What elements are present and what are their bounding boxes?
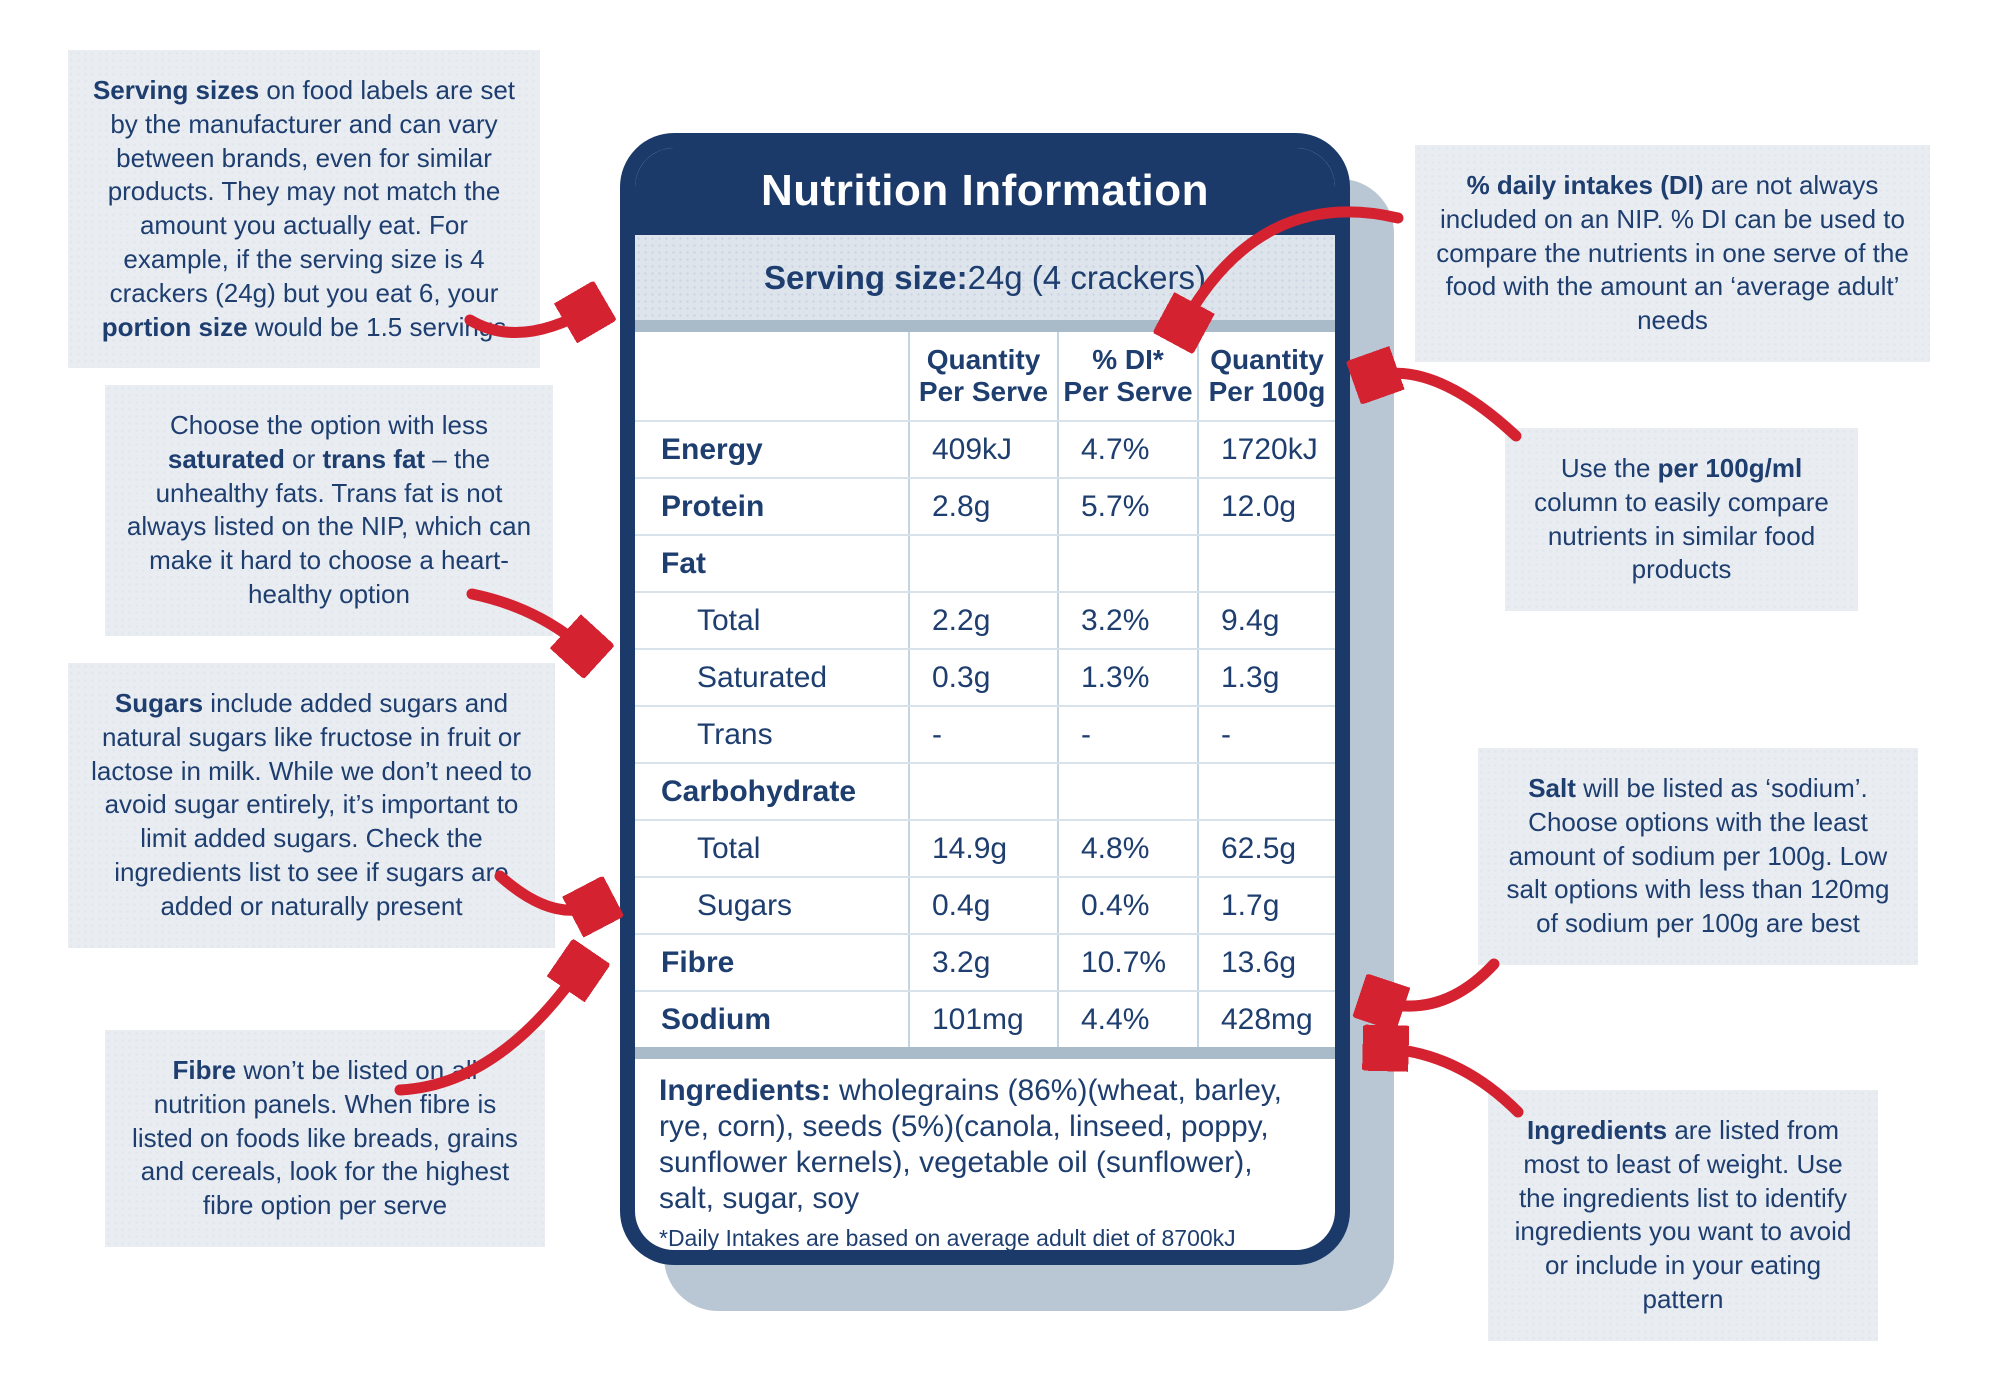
nutrient-label: Sodium [661,1002,771,1036]
table-row [635,534,1335,591]
value-di-per-serve: 4.8% [1057,821,1197,876]
note-ingredients: Ingredients are listed from most to least of weight. Use the ingredients list to identify ingredients you want to avoid or include in your eating pattern [1488,1090,1878,1341]
ingredients-text: Ingredients: wholegrains (86%)(wheat, barley, rye, corn), seeds (5%)(canola, linseed, poppy, sunflower kernels), vegetable oil (sunflower), salt, sugar, soy [659,1074,1283,1215]
value-per-100g: 1720kJ [1197,422,1335,477]
note-sugars: Sugars include added sugars and natural sugars like fructose in fruit or lactose in milk. While we don’t need to avoid sugar entirely, it’s important to limit added sugars. Check the ingredients list to see if sugars are added or naturally present [68,663,555,948]
value-per-serve: 14.9g [908,821,1057,876]
nutrient-label: Saturated [697,660,828,694]
note-serving-sizes: Serving sizes on food labels are set by the manufacturer and can vary between brands, even for similar products. They may not match the amount you actually eat. For example, if the serving size is 4 crackers (24g) but you eat 6, your portion size would be 1.5 servings [68,50,540,368]
nutrition-table [635,332,1335,1047]
arrow-per-100g-icon [1368,373,1516,436]
table-header-cell: Quantity Per 100g [1197,332,1335,420]
value-di-per-serve [1057,764,1197,819]
daily-intake-footnote: *Daily Intakes are based on average adult diet of 8700kJ [659,1225,1236,1251]
value-di-per-serve: 1.3% [1057,650,1197,705]
value-per-serve [908,536,1057,591]
table-header-row [635,332,1335,420]
value-per-100g: 13.6g [1197,935,1335,990]
value-per-100g: 428mg [1197,992,1335,1047]
value-per-100g: 1.7g [1197,878,1335,933]
value-per-serve [908,764,1057,819]
table-row [635,420,1335,477]
nutrient-label: Total [697,603,761,637]
value-per-100g: 62.5g [1197,821,1335,876]
value-per-100g: 9.4g [1197,593,1335,648]
note-fats: Choose the option with less saturated or trans fat – the unhealthy fats. Trans fat is not always listed on the NIP, which can make it hard to choose a heart-healthy option [105,385,553,636]
value-per-serve: 2.8g [908,479,1057,534]
serving-size-band: Serving size: 24g (4 crackers) [635,235,1335,320]
table-row [635,876,1335,933]
nutrient-label: Sugars [697,888,793,922]
value-per-serve: 0.4g [908,878,1057,933]
value-di-per-serve: 5.7% [1057,479,1197,534]
nutrient-label: Protein [661,489,765,523]
value-di-per-serve: 4.7% [1057,422,1197,477]
value-per-100g [1197,536,1335,591]
table-header-cell [635,332,908,420]
value-per-serve: 0.3g [908,650,1057,705]
divider [635,320,1335,332]
table-row [635,762,1335,819]
value-per-100g [1197,764,1335,819]
nutrient-label: Total [697,831,761,865]
panel-title: Nutrition Information [761,166,1209,215]
nutrition-panel [620,133,1350,1265]
nutrient-label: Energy [661,432,763,466]
nutrient-label: Trans [697,717,773,751]
value-per-100g: 12.0g [1197,479,1335,534]
note-fibre: Fibre won’t be listed on all nutrition panels. When fibre is listed on foods like breads, grains and cereals, look for the highest fibre option per serve [105,1030,545,1247]
table-row [635,705,1335,762]
table-row [635,990,1335,1047]
table-row [635,648,1335,705]
value-di-per-serve: 4.4% [1057,992,1197,1047]
value-di-per-serve: 3.2% [1057,593,1197,648]
table-row [635,591,1335,648]
table-header-cell: % DI* Per Serve [1057,332,1197,420]
value-di-per-serve: 10.7% [1057,935,1197,990]
nutrient-label: Fat [661,546,706,580]
value-per-100g: 1.3g [1197,650,1335,705]
table-row [635,819,1335,876]
nutrient-label: Carbohydrate [661,774,857,808]
value-per-serve: 3.2g [908,935,1057,990]
value-per-serve: 2.2g [908,593,1057,648]
note-salt: Salt will be listed as ‘sodium’. Choose options with the least amount of sodium per 100g. Low salt options with less than 120mg of sodium per 100g are best [1478,748,1918,965]
table-row [635,933,1335,990]
value-di-per-serve: - [1057,707,1197,762]
value-per-serve: - [908,707,1057,762]
panel-header [634,147,1336,235]
arrow-salt-icon [1374,964,1494,1006]
value-di-per-serve: 0.4% [1057,878,1197,933]
value-per-serve: 409kJ [908,422,1057,477]
value-per-serve: 101mg [908,992,1057,1047]
value-per-100g: - [1197,707,1335,762]
table-row [635,477,1335,534]
divider [635,1047,1335,1059]
nutrient-label: Fibre [661,945,735,979]
table-header-cell: Quantity Per Serve [908,332,1057,420]
note-per-100g: Use the per 100g/ml column to easily compare nutrients in similar food products [1505,428,1858,611]
note-daily-intakes: % daily intakes (DI) are not always included on an NIP. % DI can be used to compare the nutrients in one serve of the food with the amount an ‘average adult’ needs [1415,145,1930,362]
value-di-per-serve [1057,536,1197,591]
